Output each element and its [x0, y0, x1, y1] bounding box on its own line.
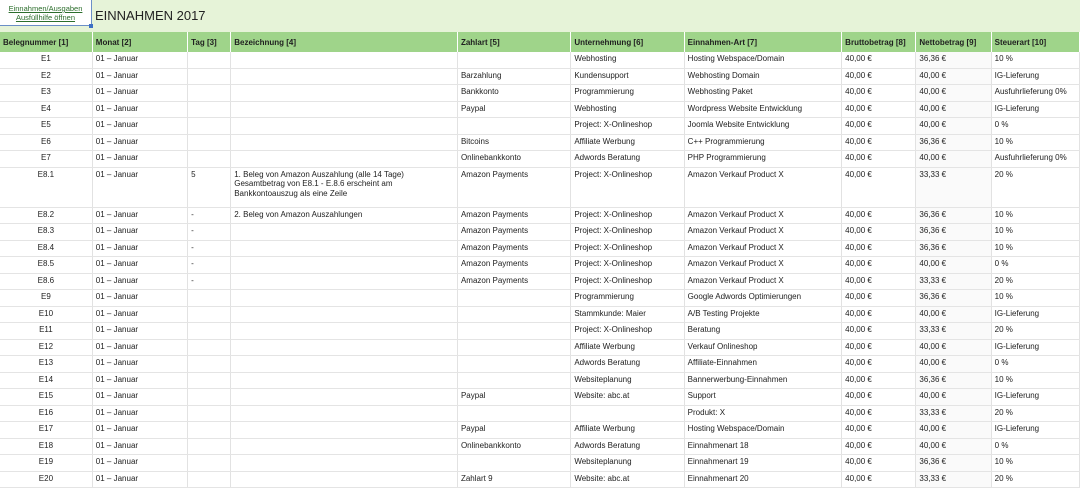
cell-monat[interactable]: ▾ 01 – Januar [92, 290, 187, 307]
cell-monat[interactable]: ▾ 01 – Januar [92, 306, 187, 323]
cell-unternehmung[interactable]: ▾ Project: X-Onlineshop [571, 257, 684, 274]
cell-zahlart[interactable] [457, 356, 570, 373]
cell-bezeichnung[interactable] [231, 471, 458, 488]
sheet-title: EINNAHMEN 2017 [95, 8, 206, 23]
cell-bruttobetrag[interactable]: ▾ 40,00 € [842, 68, 916, 85]
cell-bruttobetrag[interactable]: ▾ 40,00 € [842, 306, 916, 323]
cell-zahlart[interactable]: Bitcoins [457, 134, 570, 151]
cell-tag[interactable]: ▾ - [188, 273, 231, 290]
cell-monat[interactable]: ▾ 01 – Januar [92, 422, 187, 439]
cell-unternehmung[interactable]: ▾ Project: X-Onlineshop [571, 207, 684, 224]
cell-nettobetrag[interactable]: 36,36 € [916, 455, 991, 472]
cell-bezeichnung[interactable] [231, 134, 458, 151]
cell-tag[interactable] [188, 455, 231, 472]
cell-tag[interactable] [188, 118, 231, 135]
cell-nettobetrag[interactable]: 40,00 € [916, 306, 991, 323]
cell-bruttobetrag[interactable]: ▾ 40,00 € [842, 405, 916, 422]
cell-monat[interactable]: ▾ 01 – Januar [92, 207, 187, 224]
cell-einnahmen-art[interactable]: ▾ Einnahmenart 19 [684, 455, 842, 472]
col-header-tag[interactable]: Tag [3] [188, 32, 231, 52]
cell-unternehmung[interactable]: ▾ Project: X-Onlineshop [571, 167, 684, 207]
income-table [0, 32, 1080, 488]
cell-bruttobetrag[interactable]: ▾ 40,00 € [842, 167, 916, 207]
table-row [0, 372, 1080, 389]
col-header-belegnummer[interactable]: Belegnummer [1] [0, 32, 92, 52]
cell-bruttobetrag[interactable]: ▾ 40,00 € [842, 290, 916, 307]
cell-nettobetrag[interactable]: 36,36 € [916, 240, 991, 257]
cell-nettobetrag[interactable]: 40,00 € [916, 438, 991, 455]
cell-tag[interactable]: ▾ - [188, 207, 231, 224]
table-row [0, 68, 1080, 85]
cell-zahlart[interactable]: Amazon Payments [457, 240, 570, 257]
col-header-nettobetrag[interactable]: Nettobetrag [9] [916, 32, 991, 52]
cell-belegnummer[interactable]: E16 [0, 405, 92, 422]
cell-zahlart[interactable] [457, 405, 570, 422]
cell-belegnummer[interactable]: E5 [0, 118, 92, 135]
cell-zahlart[interactable]: Paypal [457, 101, 570, 118]
cell-unternehmung[interactable]: ▾ Project: X-Onlineshop [571, 224, 684, 241]
cell-tag[interactable] [188, 306, 231, 323]
cell-zahlart[interactable]: Paypal [457, 389, 570, 406]
cell-einnahmen-art[interactable]: ▾ Beratung [684, 323, 842, 340]
cell-bruttobetrag[interactable]: ▾ 40,00 € [842, 101, 916, 118]
help-link-line1[interactable]: Einnahmen/Ausgaben [8, 4, 83, 13]
cell-bezeichnung[interactable] [231, 372, 458, 389]
cell-einnahmen-art[interactable]: ▾ Amazon Verkauf Product X [684, 257, 842, 274]
cell-bezeichnung[interactable] [231, 389, 458, 406]
cell-nettobetrag[interactable]: 40,00 € [916, 422, 991, 439]
cell-steuerart[interactable]: 20 % [991, 273, 1079, 290]
cell-steuerart[interactable]: 10 % [991, 134, 1079, 151]
table-row [0, 207, 1080, 224]
cell-bezeichnung[interactable]: 1. Beleg von Amazon Auszahlung (alle 14 Tage) Gesamtbetrag von E8.1 - E.8.6 erscheint am Bankkontoauszug als eine Zeile [231, 167, 458, 207]
cell-unternehmung[interactable] [571, 405, 684, 422]
cell-belegnummer[interactable]: E19 [0, 455, 92, 472]
cell-unternehmung[interactable]: ▾ Kundensupport [571, 68, 684, 85]
table-row [0, 134, 1080, 151]
cell-tag[interactable] [188, 405, 231, 422]
cell-belegnummer[interactable]: E17 [0, 422, 92, 439]
cell-belegnummer[interactable]: E4 [0, 101, 92, 118]
cell-belegnummer[interactable]: E8.1 [0, 167, 92, 207]
cell-nettobetrag[interactable]: 40,00 € [916, 257, 991, 274]
cell-steuerart[interactable]: 0 % [991, 257, 1079, 274]
cell-unternehmung[interactable]: ▾ Stammkunde: Maier [571, 306, 684, 323]
cell-einnahmen-art[interactable]: ▾ Joomla Website Entwicklung [684, 118, 842, 135]
cell-bezeichnung[interactable] [231, 273, 458, 290]
cell-bezeichnung[interactable] [231, 323, 458, 340]
cell-unternehmung[interactable]: ▾ Project: X-Onlineshop [571, 273, 684, 290]
cell-nettobetrag[interactable]: 36,36 € [916, 224, 991, 241]
cell-bruttobetrag[interactable]: ▾ 40,00 € [842, 118, 916, 135]
cell-tag[interactable] [188, 101, 231, 118]
cell-unternehmung[interactable]: ▾ Affiliate Werbung [571, 422, 684, 439]
cell-steuerart[interactable]: 20 % [991, 323, 1079, 340]
cell-bruttobetrag[interactable]: ▾ 40,00 € [842, 455, 916, 472]
cell-nettobetrag[interactable]: 40,00 € [916, 101, 991, 118]
cell-monat[interactable]: ▾ 01 – Januar [92, 224, 187, 241]
cell-zahlart[interactable]: Bankkonto [457, 85, 570, 102]
cell-bezeichnung[interactable] [231, 85, 458, 102]
cell-monat[interactable]: ▾ 01 – Januar [92, 389, 187, 406]
cell-bezeichnung[interactable] [231, 422, 458, 439]
cell-zahlart[interactable] [457, 118, 570, 135]
cell-nettobetrag[interactable]: 36,36 € [916, 52, 991, 68]
cell-nettobetrag[interactable]: 40,00 € [916, 85, 991, 102]
cell-nettobetrag[interactable]: 40,00 € [916, 389, 991, 406]
cell-monat[interactable]: ▾ 01 – Januar [92, 240, 187, 257]
cell-unternehmung[interactable]: ▾ Project: X-Onlineshop [571, 118, 684, 135]
cell-bezeichnung[interactable] [231, 151, 458, 168]
cell-tag[interactable] [188, 339, 231, 356]
cell-einnahmen-art[interactable]: ▾ Amazon Verkauf Product X [684, 207, 842, 224]
cell-zahlart[interactable] [457, 455, 570, 472]
table-row [0, 471, 1080, 488]
cell-nettobetrag[interactable]: 36,36 € [916, 207, 991, 224]
cell-monat[interactable]: ▾ 01 – Januar [92, 455, 187, 472]
cell-nettobetrag[interactable]: 40,00 € [916, 118, 991, 135]
cell-monat[interactable]: ▾ 01 – Januar [92, 323, 187, 340]
cell-bezeichnung[interactable] [231, 455, 458, 472]
cell-bruttobetrag[interactable]: ▾ 40,00 € [842, 471, 916, 488]
table-row [0, 52, 1080, 68]
cell-zahlart[interactable] [457, 290, 570, 307]
cell-steuerart[interactable]: IG-Lieferung [991, 389, 1079, 406]
cell-monat[interactable]: ▾ 01 – Januar [92, 167, 187, 207]
cell-steuerart[interactable]: 10 % [991, 290, 1079, 307]
cell-belegnummer[interactable]: E10 [0, 306, 92, 323]
cell-bruttobetrag[interactable]: ▾ 40,00 € [842, 323, 916, 340]
cell-zahlart[interactable]: Amazon Payments [457, 167, 570, 207]
table-row [0, 405, 1080, 422]
cell-belegnummer[interactable]: E14 [0, 372, 92, 389]
cell-unternehmung[interactable]: ▾ Programmierung [571, 85, 684, 102]
cell-tag[interactable] [188, 52, 231, 68]
cell-belegnummer[interactable]: E8.6 [0, 273, 92, 290]
cell-unternehmung[interactable]: ▾ Webhosting [571, 52, 684, 68]
table-row [0, 389, 1080, 406]
cell-zahlart[interactable] [457, 52, 570, 68]
cell-einnahmen-art[interactable]: ▾ C++ Programmierung [684, 134, 842, 151]
cell-einnahmen-art[interactable]: ▾ Hosting Webspace/Domain [684, 52, 842, 68]
table-row [0, 273, 1080, 290]
cell-monat[interactable]: ▾ 01 – Januar [92, 85, 187, 102]
cell-tag[interactable] [188, 323, 231, 340]
cell-einnahmen-art[interactable]: ▾ Bannerwerbung-Einnahmen [684, 372, 842, 389]
cell-einnahmen-art[interactable]: ▾ Amazon Verkauf Product X [684, 240, 842, 257]
cell-bezeichnung[interactable] [231, 68, 458, 85]
table-row [0, 151, 1080, 168]
cell-zahlart[interactable]: Onlinebankkonto [457, 151, 570, 168]
cell-tag[interactable]: ▾ - [188, 240, 231, 257]
cell-nettobetrag[interactable]: 36,36 € [916, 372, 991, 389]
cell-zahlart[interactable]: Paypal [457, 422, 570, 439]
cell-bezeichnung[interactable] [231, 224, 458, 241]
cell-steuerart[interactable]: IG-Lieferung [991, 422, 1079, 439]
cell-tag[interactable] [188, 389, 231, 406]
cell-belegnummer[interactable]: E3 [0, 85, 92, 102]
cell-monat[interactable]: ▾ 01 – Januar [92, 438, 187, 455]
cell-zahlart[interactable] [457, 339, 570, 356]
table-row [0, 101, 1080, 118]
table-row [0, 339, 1080, 356]
cell-bezeichnung[interactable] [231, 290, 458, 307]
cell-tag[interactable] [188, 151, 231, 168]
cell-nettobetrag[interactable]: 33,33 € [916, 273, 991, 290]
table-row [0, 455, 1080, 472]
cell-belegnummer[interactable]: E12 [0, 339, 92, 356]
cell-monat[interactable]: ▾ 01 – Januar [92, 134, 187, 151]
cell-einnahmen-art[interactable]: ▾ Affiliate-Einnahmen [684, 356, 842, 373]
cell-monat[interactable]: ▾ 01 – Januar [92, 118, 187, 135]
cell-bruttobetrag[interactable]: ▾ 40,00 € [842, 438, 916, 455]
cell-bruttobetrag[interactable]: ▾ 40,00 € [842, 422, 916, 439]
help-link-line2[interactable]: Ausfüllhilfe öffnen [15, 13, 76, 22]
cell-belegnummer[interactable]: E20 [0, 471, 92, 488]
cell-zahlart[interactable]: Zahlart 9 [457, 471, 570, 488]
cell-unternehmung[interactable]: ▾ Website: abc.at [571, 389, 684, 406]
cell-bruttobetrag[interactable]: ▾ 40,00 € [842, 134, 916, 151]
cell-unternehmung[interactable]: ▾ Project: X-Onlineshop [571, 323, 684, 340]
cell-bruttobetrag[interactable]: ▾ 40,00 € [842, 389, 916, 406]
cell-nettobetrag[interactable]: 33,33 € [916, 471, 991, 488]
cell-belegnummer[interactable]: E8.5 [0, 257, 92, 274]
cell-bruttobetrag[interactable]: ▾ 40,00 € [842, 151, 916, 168]
cell-nettobetrag[interactable]: 40,00 € [916, 151, 991, 168]
table-row [0, 356, 1080, 373]
col-header-steuerart[interactable]: Steuerart [10] [991, 32, 1079, 52]
cell-tag[interactable] [188, 356, 231, 373]
cell-bruttobetrag[interactable]: ▾ 40,00 € [842, 339, 916, 356]
table-row [0, 306, 1080, 323]
cell-bezeichnung[interactable] [231, 339, 458, 356]
cell-tag[interactable] [188, 290, 231, 307]
cell-monat[interactable]: ▾ 01 – Januar [92, 356, 187, 373]
cell-nettobetrag[interactable]: 36,36 € [916, 134, 991, 151]
cell-nettobetrag[interactable]: 33,33 € [916, 405, 991, 422]
cell-unternehmung[interactable]: ▾ Website: abc.at [571, 471, 684, 488]
cell-einnahmen-art[interactable]: ▾ Amazon Verkauf Product X [684, 167, 842, 207]
header-row [0, 32, 1080, 52]
cell-steuerart[interactable]: IG-Lieferung [991, 68, 1079, 85]
col-header-bezeichnung[interactable]: Bezeichnung [4] [231, 32, 458, 52]
table-row [0, 422, 1080, 439]
cell-unternehmung[interactable]: ▾ Affiliate Werbung [571, 134, 684, 151]
cell-belegnummer[interactable]: E15 [0, 389, 92, 406]
cell-steuerart[interactable]: IG-Lieferung [991, 339, 1079, 356]
cell-belegnummer[interactable]: E8.3 [0, 224, 92, 241]
cell-monat[interactable]: ▾ 01 – Januar [92, 405, 187, 422]
cell-bruttobetrag[interactable]: ▾ 40,00 € [842, 52, 916, 68]
cell-belegnummer[interactable]: E2 [0, 68, 92, 85]
cell-bruttobetrag[interactable]: ▾ 40,00 € [842, 85, 916, 102]
cell-zahlart[interactable]: Amazon Payments [457, 224, 570, 241]
cell-bruttobetrag[interactable]: ▾ 40,00 € [842, 207, 916, 224]
cell-bruttobetrag[interactable]: ▾ 40,00 € [842, 224, 916, 241]
cell-belegnummer[interactable]: E7 [0, 151, 92, 168]
cell-unternehmung[interactable]: ▾ Webhosting [571, 101, 684, 118]
cell-belegnummer[interactable]: E6 [0, 134, 92, 151]
col-header-zahlart[interactable]: Zahlart [5] [457, 32, 570, 52]
col-header-einnahmen-art[interactable]: Einnahmen-Art [7] [684, 32, 842, 52]
cell-tag[interactable] [188, 85, 231, 102]
cell-steuerart[interactable]: 0 % [991, 356, 1079, 373]
cell-zahlart[interactable]: Onlinebankkonto [457, 438, 570, 455]
table-row [0, 290, 1080, 307]
cell-bezeichnung[interactable] [231, 52, 458, 68]
cell-monat[interactable]: ▾ 01 – Januar [92, 339, 187, 356]
cell-nettobetrag[interactable]: 40,00 € [916, 356, 991, 373]
table-row [0, 257, 1080, 274]
cell-einnahmen-art[interactable]: ▾ PHP Programmierung [684, 151, 842, 168]
table-row [0, 167, 1080, 207]
table-body [0, 52, 1080, 488]
cell-tag[interactable] [188, 134, 231, 151]
table-row [0, 323, 1080, 340]
cell-einnahmen-art[interactable]: ▾ A/B Testing Projekte [684, 306, 842, 323]
cell-zahlart[interactable] [457, 306, 570, 323]
cell-tag[interactable] [188, 372, 231, 389]
cell-bezeichnung[interactable] [231, 306, 458, 323]
cell-belegnummer[interactable]: E1 [0, 52, 92, 68]
cell-einnahmen-art[interactable]: ▾ Wordpress Website Entwicklung [684, 101, 842, 118]
cell-monat[interactable]: ▾ 01 – Januar [92, 68, 187, 85]
cell-einnahmen-art[interactable]: ▾ Einnahmenart 18 [684, 438, 842, 455]
cell-steuerart[interactable]: 10 % [991, 224, 1079, 241]
cell-steuerart[interactable]: 20 % [991, 167, 1079, 207]
cell-nettobetrag[interactable]: 36,36 € [916, 290, 991, 307]
cell-unternehmung[interactable]: ▾ Adwords Beratung [571, 356, 684, 373]
cell-bezeichnung[interactable] [231, 240, 458, 257]
cell-monat[interactable]: ▾ 01 – Januar [92, 257, 187, 274]
cell-tag[interactable]: ▾ - [188, 257, 231, 274]
cell-steuerart[interactable]: IG-Lieferung [991, 306, 1079, 323]
cell-zahlart[interactable] [457, 323, 570, 340]
cell-zahlart[interactable]: Barzahlung [457, 68, 570, 85]
cell-monat[interactable]: ▾ 01 – Januar [92, 101, 187, 118]
cell-nettobetrag[interactable]: 40,00 € [916, 339, 991, 356]
table-row [0, 240, 1080, 257]
cell-tag[interactable] [188, 68, 231, 85]
cell-belegnummer[interactable]: E11 [0, 323, 92, 340]
cell-bezeichnung[interactable] [231, 257, 458, 274]
cell-tag[interactable]: ▾ - [188, 224, 231, 241]
cell-steuerart[interactable]: Ausfuhrlieferung 0% [991, 151, 1079, 168]
cell-zahlart[interactable]: Amazon Payments [457, 207, 570, 224]
cell-bruttobetrag[interactable]: ▾ 40,00 € [842, 372, 916, 389]
cell-bezeichnung[interactable] [231, 101, 458, 118]
cell-bezeichnung[interactable] [231, 118, 458, 135]
cell-tag[interactable]: ▾ 5 [188, 167, 231, 207]
cell-belegnummer[interactable]: E18 [0, 438, 92, 455]
cell-nettobetrag[interactable]: 33,33 € [916, 323, 991, 340]
cell-belegnummer[interactable]: E13 [0, 356, 92, 373]
cell-einnahmen-art[interactable]: ▾ Einnahmenart 20 [684, 471, 842, 488]
cell-monat[interactable]: ▾ 01 – Januar [92, 372, 187, 389]
help-link[interactable] [0, 0, 92, 26]
cell-bruttobetrag[interactable]: ▾ 40,00 € [842, 257, 916, 274]
table-row [0, 224, 1080, 241]
cell-steuerart[interactable]: Ausfuhrlieferung 0% [991, 85, 1079, 102]
table-row [0, 438, 1080, 455]
cell-einnahmen-art[interactable]: ▾ Amazon Verkauf Product X [684, 273, 842, 290]
cell-unternehmung[interactable]: ▾ Project: X-Onlineshop [571, 240, 684, 257]
cell-unternehmung[interactable]: ▾ Websiteplanung [571, 372, 684, 389]
cell-einnahmen-art[interactable]: ▾ Verkauf Onlineshop [684, 339, 842, 356]
cell-steuerart[interactable]: 10 % [991, 52, 1079, 68]
cell-belegnummer[interactable]: E8.2 [0, 207, 92, 224]
cell-bruttobetrag[interactable]: ▾ 40,00 € [842, 273, 916, 290]
cell-tag[interactable] [188, 438, 231, 455]
cell-steuerart[interactable]: 0 % [991, 118, 1079, 135]
cell-einnahmen-art[interactable]: ▾ Webhosting Paket [684, 85, 842, 102]
cell-unternehmung[interactable]: ▾ Adwords Beratung [571, 151, 684, 168]
selection-handle[interactable] [89, 24, 93, 28]
cell-steuerart[interactable]: IG-Lieferung [991, 101, 1079, 118]
cell-einnahmen-art[interactable]: ▾ Hosting Webspace/Domain [684, 422, 842, 439]
cell-bezeichnung[interactable] [231, 405, 458, 422]
cell-unternehmung[interactable]: ▾ Programmierung [571, 290, 684, 307]
cell-einnahmen-art[interactable]: ▾ Google Adwords Optimierungen [684, 290, 842, 307]
cell-einnahmen-art[interactable]: ▾ Support [684, 389, 842, 406]
cell-einnahmen-art[interactable]: ▾ Produkt: X [684, 405, 842, 422]
table-row [0, 85, 1080, 102]
cell-monat[interactable]: ▾ 01 – Januar [92, 273, 187, 290]
cell-steuerart[interactable]: 10 % [991, 372, 1079, 389]
cell-nettobetrag[interactable]: 40,00 € [916, 68, 991, 85]
cell-nettobetrag[interactable]: 33,33 € [916, 167, 991, 207]
cell-unternehmung[interactable]: ▾ Adwords Beratung [571, 438, 684, 455]
cell-monat[interactable]: ▾ 01 – Januar [92, 52, 187, 68]
col-header-monat[interactable]: Monat [2] [92, 32, 187, 52]
cell-steuerart[interactable]: 10 % [991, 207, 1079, 224]
cell-monat[interactable]: ▾ 01 – Januar [92, 471, 187, 488]
cell-einnahmen-art[interactable]: ▾ Webhosting Domain [684, 68, 842, 85]
cell-steuerart[interactable]: 10 % [991, 455, 1079, 472]
cell-belegnummer[interactable]: E9 [0, 290, 92, 307]
cell-steuerart[interactable]: 10 % [991, 240, 1079, 257]
cell-tag[interactable] [188, 471, 231, 488]
cell-monat[interactable]: ▾ 01 – Januar [92, 151, 187, 168]
cell-einnahmen-art[interactable]: ▾ Amazon Verkauf Product X [684, 224, 842, 241]
cell-steuerart[interactable]: 20 % [991, 471, 1079, 488]
cell-tag[interactable] [188, 422, 231, 439]
cell-unternehmung[interactable]: ▾ Websiteplanung [571, 455, 684, 472]
cell-bruttobetrag[interactable]: ▾ 40,00 € [842, 356, 916, 373]
cell-bezeichnung[interactable] [231, 356, 458, 373]
cell-zahlart[interactable]: Amazon Payments [457, 257, 570, 274]
col-header-bruttobetrag[interactable]: Bruttobetrag [8] [842, 32, 916, 52]
cell-zahlart[interactable] [457, 372, 570, 389]
table-row [0, 118, 1080, 135]
cell-zahlart[interactable]: Amazon Payments [457, 273, 570, 290]
cell-steuerart[interactable]: 20 % [991, 405, 1079, 422]
cell-bezeichnung[interactable]: 2. Beleg von Amazon Auszahlungen [231, 207, 458, 224]
cell-steuerart[interactable]: 0 % [991, 438, 1079, 455]
cell-belegnummer[interactable]: E8.4 [0, 240, 92, 257]
cell-unternehmung[interactable]: ▾ Affiliate Werbung [571, 339, 684, 356]
cell-bezeichnung[interactable] [231, 438, 458, 455]
cell-bruttobetrag[interactable]: ▾ 40,00 € [842, 240, 916, 257]
col-header-unternehmung[interactable]: Unternehmung [6] [571, 32, 684, 52]
